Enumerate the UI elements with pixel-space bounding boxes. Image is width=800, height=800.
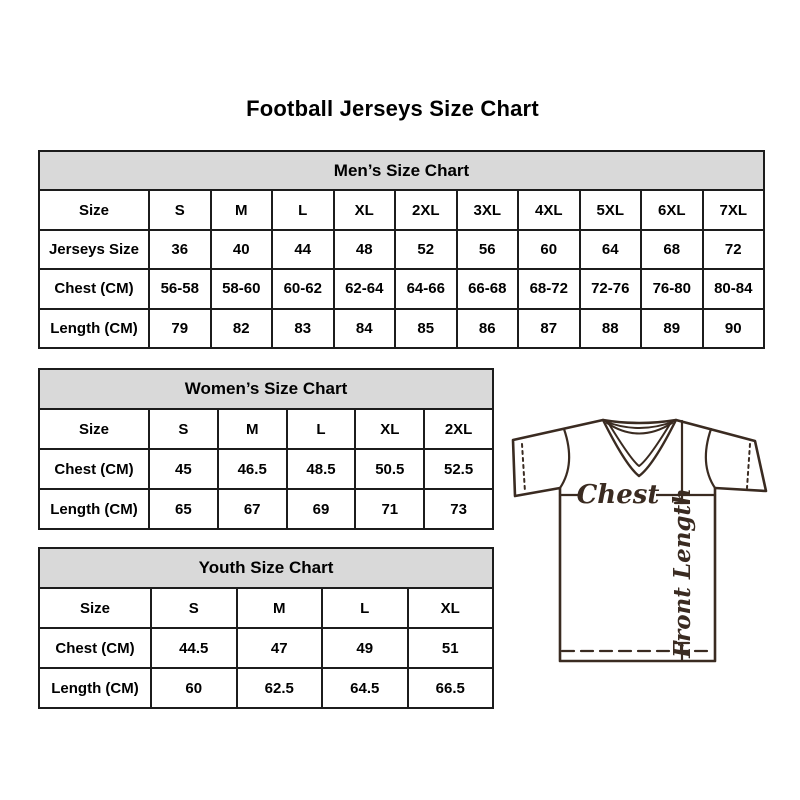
- cell-value: 7XL: [703, 190, 765, 229]
- table-title-row: [39, 369, 493, 409]
- cell-value: 90: [703, 309, 765, 348]
- table-row: [39, 628, 493, 668]
- table-row: [39, 588, 493, 628]
- cell-value: 36: [149, 230, 211, 269]
- cell-value: 66-68: [457, 269, 519, 308]
- front-length-label: Front Length: [669, 488, 696, 658]
- cell-value: M: [218, 409, 287, 449]
- cell-value: L: [322, 588, 408, 628]
- table-row: [39, 269, 764, 308]
- cell-value: 83: [272, 309, 334, 348]
- cell-value: 47: [237, 628, 323, 668]
- cell-value: 46.5: [218, 449, 287, 489]
- cell-value: 64-66: [395, 269, 457, 308]
- cell-value: 87: [518, 309, 580, 348]
- cell-value: XL: [355, 409, 424, 449]
- table-title: Youth Size Chart: [39, 548, 493, 588]
- cell-value: 49: [322, 628, 408, 668]
- cell-value: XL: [334, 190, 396, 229]
- page-title: Football Jerseys Size Chart: [246, 96, 539, 121]
- table-title: Men’s Size Chart: [39, 151, 764, 190]
- jersey-sketch: [498, 408, 778, 670]
- table-row: [39, 489, 493, 529]
- cell-value: 5XL: [580, 190, 642, 229]
- womens-size-table: [38, 368, 494, 530]
- cell-value: 6XL: [641, 190, 703, 229]
- table-title: Women’s Size Chart: [39, 369, 493, 409]
- row-label: Chest (CM): [39, 449, 149, 489]
- cell-value: 82: [211, 309, 273, 348]
- row-label: Length (CM): [39, 309, 149, 348]
- cell-value: 60: [518, 230, 580, 269]
- table-row: [39, 190, 764, 229]
- cell-value: XL: [408, 588, 494, 628]
- cell-value: M: [237, 588, 323, 628]
- row-label: Size: [39, 190, 149, 229]
- cell-value: 62-64: [334, 269, 396, 308]
- cell-value: 52.5: [424, 449, 493, 489]
- cell-value: 60: [151, 668, 237, 708]
- table-row: [39, 309, 764, 348]
- cell-value: 3XL: [457, 190, 519, 229]
- cell-value: 2XL: [395, 190, 457, 229]
- cell-value: S: [149, 409, 218, 449]
- row-label: Size: [39, 588, 151, 628]
- cell-value: 56-58: [149, 269, 211, 308]
- cell-value: 68-72: [518, 269, 580, 308]
- cell-value: 72-76: [580, 269, 642, 308]
- cell-value: 73: [424, 489, 493, 529]
- cell-value: 65: [149, 489, 218, 529]
- cell-value: S: [151, 588, 237, 628]
- cell-value: M: [211, 190, 273, 229]
- cell-value: 44.5: [151, 628, 237, 668]
- row-label: Size: [39, 409, 149, 449]
- cell-value: 67: [218, 489, 287, 529]
- cell-value: 44: [272, 230, 334, 269]
- cell-value: L: [287, 409, 356, 449]
- jersey-measurement-diagram: [498, 408, 778, 670]
- cell-value: 56: [457, 230, 519, 269]
- table-row: [39, 449, 493, 489]
- cell-value: 89: [641, 309, 703, 348]
- cell-value: 45: [149, 449, 218, 489]
- cell-value: 66.5: [408, 668, 494, 708]
- row-label: Length (CM): [39, 489, 149, 529]
- cell-value: 48: [334, 230, 396, 269]
- mens-size-table: [38, 150, 765, 349]
- cell-value: 76-80: [641, 269, 703, 308]
- row-label: Length (CM): [39, 668, 151, 708]
- cell-value: 64.5: [322, 668, 408, 708]
- cell-value: L: [272, 190, 334, 229]
- row-label: Chest (CM): [39, 628, 151, 668]
- cell-value: 69: [287, 489, 356, 529]
- cell-value: 52: [395, 230, 457, 269]
- chest-label: Chest: [576, 480, 660, 510]
- cell-value: S: [149, 190, 211, 229]
- cell-value: 71: [355, 489, 424, 529]
- cell-value: 50.5: [355, 449, 424, 489]
- cell-value: 72: [703, 230, 765, 269]
- table-row: [39, 409, 493, 449]
- cell-value: 86: [457, 309, 519, 348]
- row-label: Jerseys Size: [39, 230, 149, 269]
- table-row: [39, 230, 764, 269]
- row-label: Chest (CM): [39, 269, 149, 308]
- cell-value: 51: [408, 628, 494, 668]
- cell-value: 68: [641, 230, 703, 269]
- table-title-row: [39, 151, 764, 190]
- cell-value: 84: [334, 309, 396, 348]
- youth-size-table: [38, 547, 494, 709]
- cell-value: 60-62: [272, 269, 334, 308]
- cell-value: 2XL: [424, 409, 493, 449]
- cell-value: 79: [149, 309, 211, 348]
- table-row: [39, 668, 493, 708]
- cell-value: 88: [580, 309, 642, 348]
- cell-value: 62.5: [237, 668, 323, 708]
- jersey-outline: [513, 420, 766, 661]
- cell-value: 48.5: [287, 449, 356, 489]
- cell-value: 4XL: [518, 190, 580, 229]
- cell-value: 85: [395, 309, 457, 348]
- cell-value: 64: [580, 230, 642, 269]
- cell-value: 80-84: [703, 269, 765, 308]
- table-title-row: [39, 548, 493, 588]
- cell-value: 40: [211, 230, 273, 269]
- cell-value: 58-60: [211, 269, 273, 308]
